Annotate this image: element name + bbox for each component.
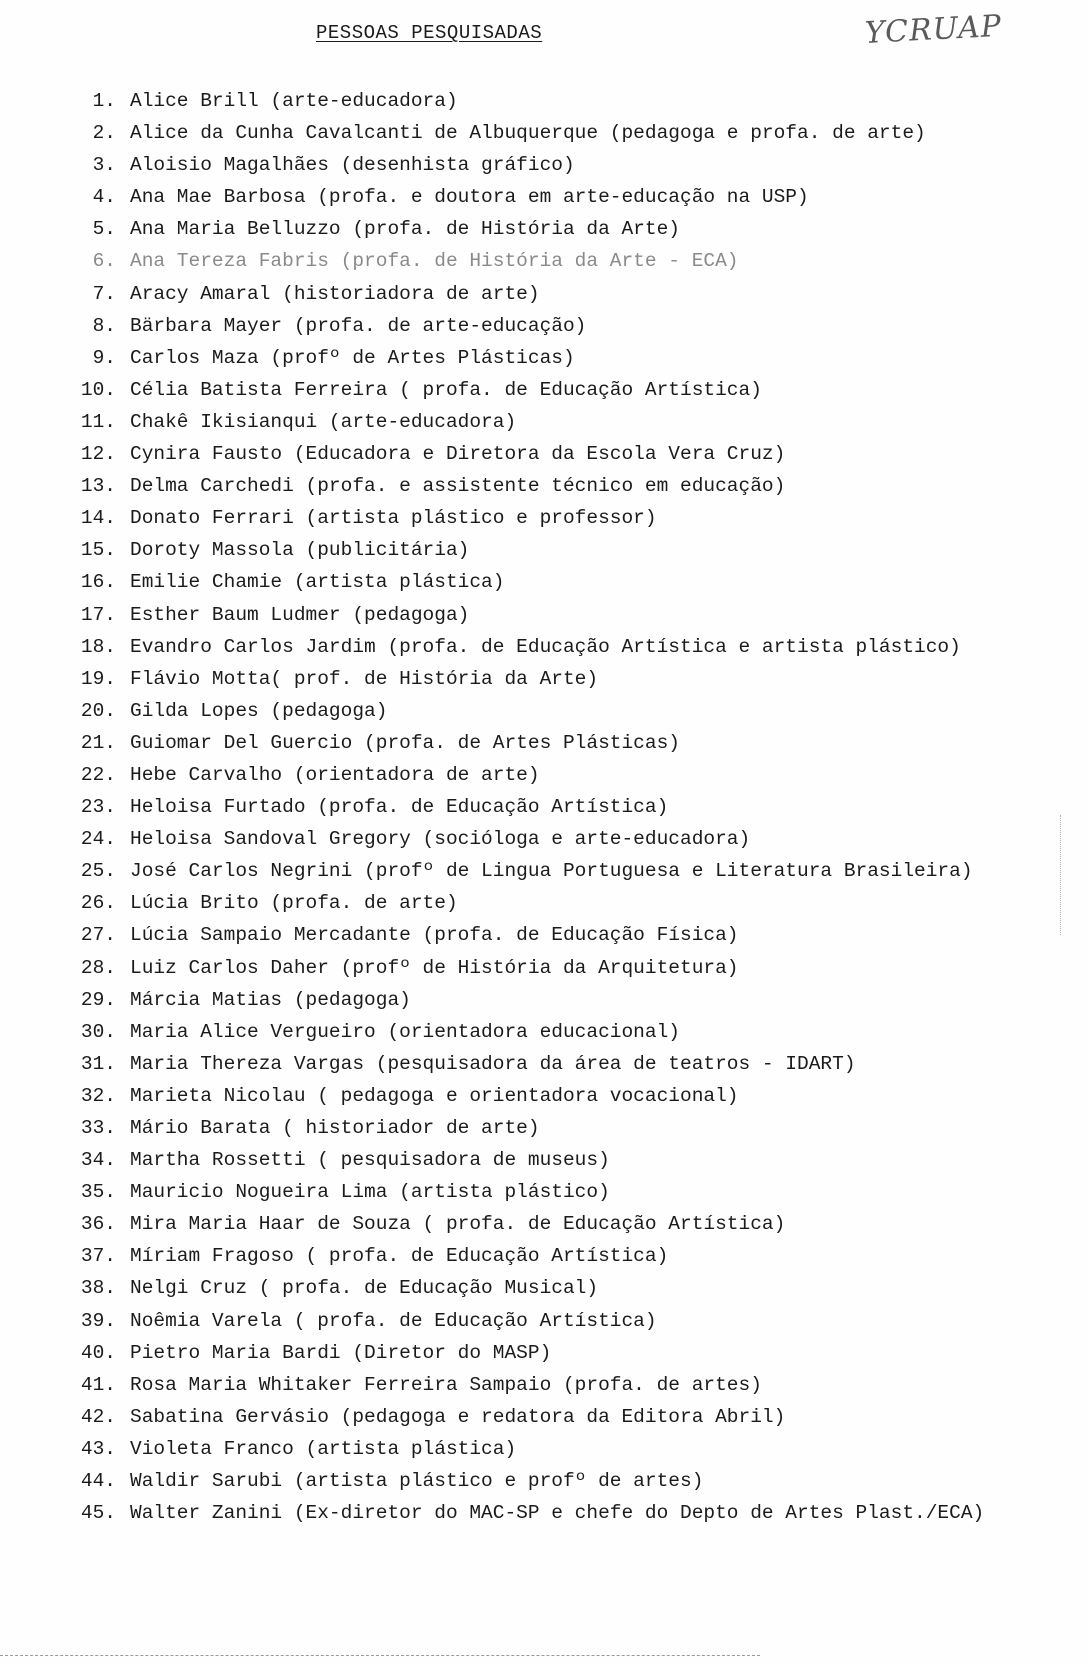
item-text: Doroty Massola (publicitária) [130, 539, 470, 562]
item-number: 8. [92, 314, 116, 337]
margin-marks [1060, 815, 1063, 935]
handwritten-annotation: YCRUAP [864, 8, 1003, 51]
page-title: PESSOAS PESQUISADAS [316, 22, 543, 44]
list-item [60, 759, 984, 791]
item-text: José Carlos Negrini (profº de Lingua Portuguesa e Literatura Brasileira) [130, 860, 973, 883]
item-text: Sabatina Gervásio (pedagoga e redatora da Editora Abril) [130, 1405, 786, 1428]
list-item [60, 85, 984, 117]
item-number: 36. [80, 1213, 116, 1236]
item-number: 24. [80, 828, 116, 851]
item-text: Guiomar Del Guercio (profa. de Artes Plásticas) [130, 731, 680, 754]
item-number: 38. [80, 1277, 116, 1300]
item-number: 33. [80, 1117, 116, 1139]
list-item [60, 887, 984, 919]
item-text: Ana Tereza Fabris (profa. de História da Arte - ECA) [130, 250, 739, 273]
item-text: Nelgi Cruz ( profa. de Educação Musical) [130, 1277, 599, 1300]
list-item [60, 1337, 984, 1369]
list-item [60, 1176, 984, 1208]
item-text: Esther Baum Ludmer (pedagoga) [130, 603, 470, 626]
item-text: Célia Batista Ferreira ( profa. de Educação Artística) [130, 378, 762, 401]
item-text: Ana Maria Belluzzo (profa. de História da Arte) [130, 218, 680, 241]
list-item [60, 631, 984, 663]
item-number: 29. [80, 988, 116, 1011]
list-item [60, 502, 984, 534]
item-number: 5. [92, 218, 116, 241]
item-number: 17. [80, 603, 116, 626]
item-text: Rosa Maria Whitaker Ferreira Sampaio (profa. de artes) [130, 1373, 762, 1396]
item-text: Martha Rossetti ( pesquisadora de museus) [130, 1149, 610, 1172]
list-item [60, 1240, 984, 1272]
list-item [60, 310, 984, 342]
item-text: Walter Zanini (Ex-diretor do MAC-SP e chefe do Depto de Artes Plast./ECA) [130, 1502, 985, 1525]
list-item [60, 823, 984, 855]
item-text: Heloisa Furtado (profa. de Educação Artística) [130, 796, 669, 819]
list-item [60, 599, 984, 631]
item-number: 26. [80, 892, 116, 915]
item-number: 34. [80, 1149, 116, 1172]
item-number: 19. [80, 667, 116, 690]
item-text: Cynira Fausto (Educadora e Diretora da Escola Vera Cruz) [130, 443, 786, 466]
item-text: Emilie Chamie (artista plástica) [130, 571, 505, 594]
list-item [60, 791, 984, 823]
item-text: Bärbara Mayer (profa. de arte-educação) [130, 314, 587, 337]
list-item [60, 181, 984, 213]
list-item [60, 952, 984, 984]
item-text: Ana Mae Barbosa (profa. e doutora em arte-educação na USP) [130, 186, 809, 209]
item-text: Mira Maria Haar de Souza ( profa. de Educação Artística) [130, 1213, 786, 1236]
item-text: Mauricio Nogueira Lima (artista plástico) [130, 1181, 610, 1204]
item-number: 9. [92, 346, 116, 369]
list-item [60, 245, 984, 277]
item-text: Maria Alice Vergueiro (orientadora educacional) [130, 1020, 680, 1043]
item-number: 20. [80, 699, 116, 722]
item-text: Aloisio Magalhães (desenhista gráfico) [130, 154, 575, 177]
list-item [60, 984, 984, 1016]
item-number: 39. [80, 1309, 116, 1332]
list-item [60, 1112, 984, 1144]
list-item [60, 534, 984, 566]
list-item [60, 663, 984, 695]
item-text: Míriam Fragoso ( profa. de Educação Artística) [130, 1245, 669, 1268]
item-number: 28. [80, 956, 116, 979]
item-text: Pietro Maria Bardi (Diretor do MASP) [130, 1341, 552, 1364]
item-text: Evandro Carlos Jardim (profa. de Educação Artística e artista plástico) [130, 635, 961, 658]
list-item [60, 1208, 984, 1240]
item-text: Alice da Cunha Cavalcanti de Albuquerque (pedagoga e profa. de arte) [130, 122, 926, 145]
item-number: 11. [80, 410, 116, 433]
item-number: 10. [80, 378, 116, 401]
item-number: 16. [80, 571, 116, 594]
list-item [60, 438, 984, 470]
item-number: 30. [80, 1020, 116, 1043]
list-item [60, 117, 984, 149]
list-item [60, 566, 984, 598]
item-number: 6. [92, 250, 116, 273]
list-item [60, 1272, 984, 1304]
item-text: Heloisa Sandoval Gregory (socióloga e arte-educadora) [130, 828, 751, 851]
list-item [60, 1497, 984, 1529]
item-text: Violeta Franco (artista plástica) [130, 1437, 517, 1460]
item-number: 27. [80, 924, 116, 947]
list-item [60, 374, 984, 406]
list-item [60, 406, 984, 438]
list-item [60, 727, 984, 759]
item-number: 25. [80, 860, 116, 883]
item-text: Marieta Nicolau ( pedagoga e orientadora vocacional) [130, 1084, 739, 1107]
item-text: Márcia Matias (pedagoga) [130, 988, 411, 1011]
item-text: Chakê Ikisianqui (arte-educadora) [130, 410, 517, 433]
item-text: Delma Carchedi (profa. e assistente técnico em educação) [130, 475, 786, 498]
list-item [60, 1433, 984, 1465]
item-number: 21. [80, 731, 116, 754]
item-text: Gilda Lopes (pedagoga) [130, 699, 388, 722]
list-item [60, 855, 984, 887]
item-text: Noêmia Varela ( profa. de Educação Artística) [130, 1309, 657, 1332]
item-text: Maria Thereza Vargas (pesquisadora da área de teatros - IDART) [130, 1052, 856, 1075]
item-number: 31. [80, 1052, 116, 1075]
list-item [60, 1369, 984, 1401]
list-item [60, 1305, 984, 1337]
item-number: 13. [80, 475, 116, 498]
list-item [60, 1401, 984, 1433]
item-number: 43. [80, 1437, 116, 1460]
item-number: 40. [80, 1341, 116, 1364]
item-text: Carlos Maza (profº de Artes Plásticas) [130, 346, 575, 369]
list-item [60, 695, 984, 727]
item-number: 37. [80, 1245, 116, 1268]
item-number: 4. [92, 186, 116, 209]
list-item [60, 149, 984, 181]
list-item [60, 1080, 984, 1112]
list-item [60, 278, 984, 310]
item-number: 42. [80, 1405, 116, 1428]
item-text: Aracy Amaral (historiadora de arte) [130, 282, 540, 305]
item-text: Mário Barata ( historiador de arte) [130, 1117, 540, 1139]
item-number: 7. [92, 282, 116, 305]
list-item [60, 1465, 984, 1497]
item-text: Hebe Carvalho (orientadora de arte) [130, 763, 540, 786]
item-number: 44. [80, 1470, 116, 1493]
people-list [60, 85, 984, 1529]
item-text: Alice Brill (arte-educadora) [130, 90, 458, 112]
item-number: 35. [80, 1181, 116, 1204]
item-text: Donato Ferrari (artista plástico e professor) [130, 507, 657, 530]
bottom-rule [0, 1655, 760, 1656]
item-text: Waldir Sarubi (artista plástico e profº de artes) [130, 1470, 704, 1493]
list-item [60, 470, 984, 502]
item-number: 32. [80, 1084, 116, 1107]
item-number: 2. [92, 122, 116, 145]
item-number: 18. [80, 635, 116, 658]
item-text: Lúcia Brito (profa. de arte) [130, 892, 458, 915]
list-item [60, 1048, 984, 1080]
item-number: 45. [80, 1502, 116, 1525]
list-item [60, 342, 984, 374]
item-number: 23. [80, 796, 116, 819]
list-item [60, 1016, 984, 1048]
item-number: 22. [80, 763, 116, 786]
item-text: Luiz Carlos Daher (profº de História da Arquitetura) [130, 956, 739, 979]
item-number: 12. [80, 443, 116, 466]
list-item [60, 213, 984, 245]
item-text: Flávio Motta( prof. de História da Arte) [130, 667, 599, 690]
list-item [60, 919, 984, 951]
item-number: 1. [92, 90, 116, 112]
item-number: 41. [80, 1373, 116, 1396]
item-text: Lúcia Sampaio Mercadante (profa. de Educação Física) [130, 924, 739, 947]
item-number: 3. [92, 154, 116, 177]
list-item [60, 1144, 984, 1176]
item-number: 14. [80, 507, 116, 530]
item-number: 15. [80, 539, 116, 562]
